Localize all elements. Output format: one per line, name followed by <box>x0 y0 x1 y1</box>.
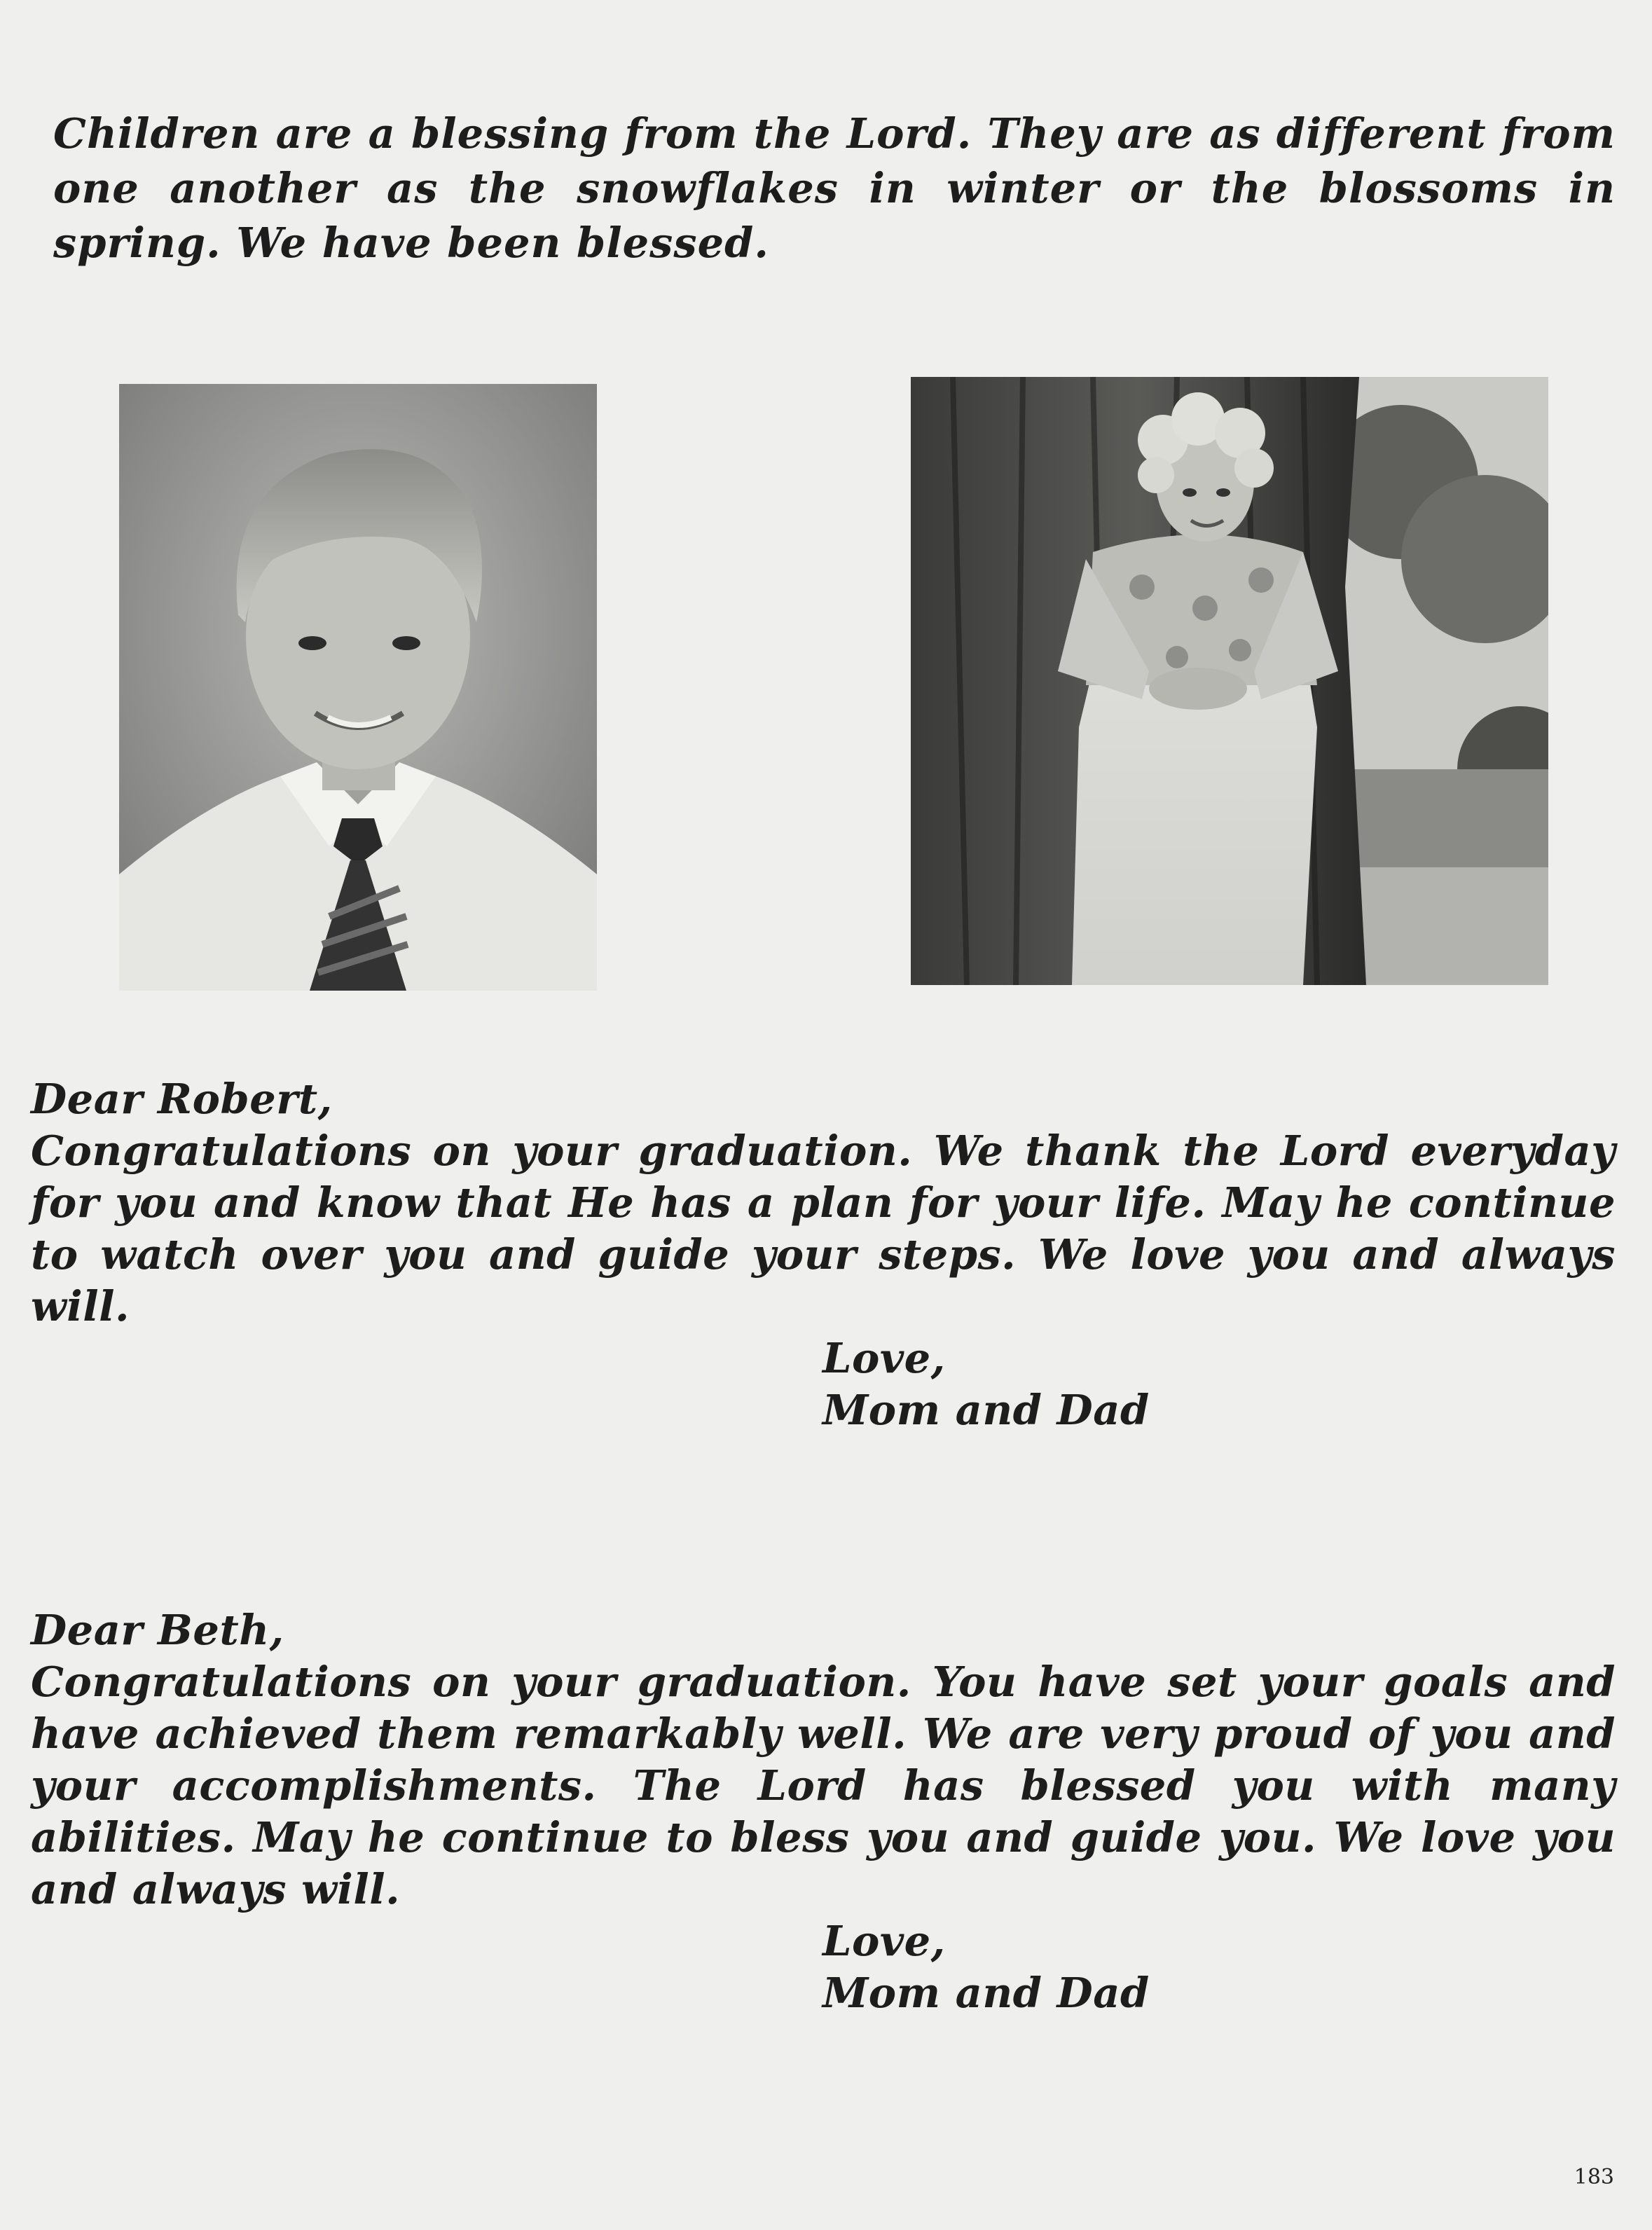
letter-closing: Love, <box>822 1334 946 1382</box>
letter-salutation: Dear Robert, <box>31 1075 333 1123</box>
letter-signature: Mom and Dad <box>822 1969 1150 2017</box>
letter-signature: Mom and Dad <box>822 1386 1150 1434</box>
letter-robert <box>31 1073 1616 1436</box>
intro-paragraph: Children are a blessing from the Lord. They are as different from one another as the snowflakes in winter or the blossoms in spring. We have been blessed. <box>53 109 1616 267</box>
letter-closing: Love, <box>822 1917 946 1965</box>
portrait-photo-girl <box>911 377 1548 985</box>
letter-salutation: Dear Beth, <box>31 1606 284 1654</box>
letter-beth <box>31 1604 1616 2019</box>
letter-body: Congratulations on your graduation. You have set your goals and have achieved them remarkably well. We are very proud of you and your accomplishments. The Lord has blessed you with many abilities. May he continue to bless you and guide you. We love you and always will. <box>31 1658 1616 1913</box>
portrait-photo-boy <box>119 384 597 991</box>
page-number: 183 <box>1574 2165 1614 2189</box>
letter-body: Congratulations on your graduation. We thank the Lord everyday for you and know that He has a plan for your life. May he continue to watch over you and guide your steps. We love you and always will. <box>31 1127 1616 1330</box>
